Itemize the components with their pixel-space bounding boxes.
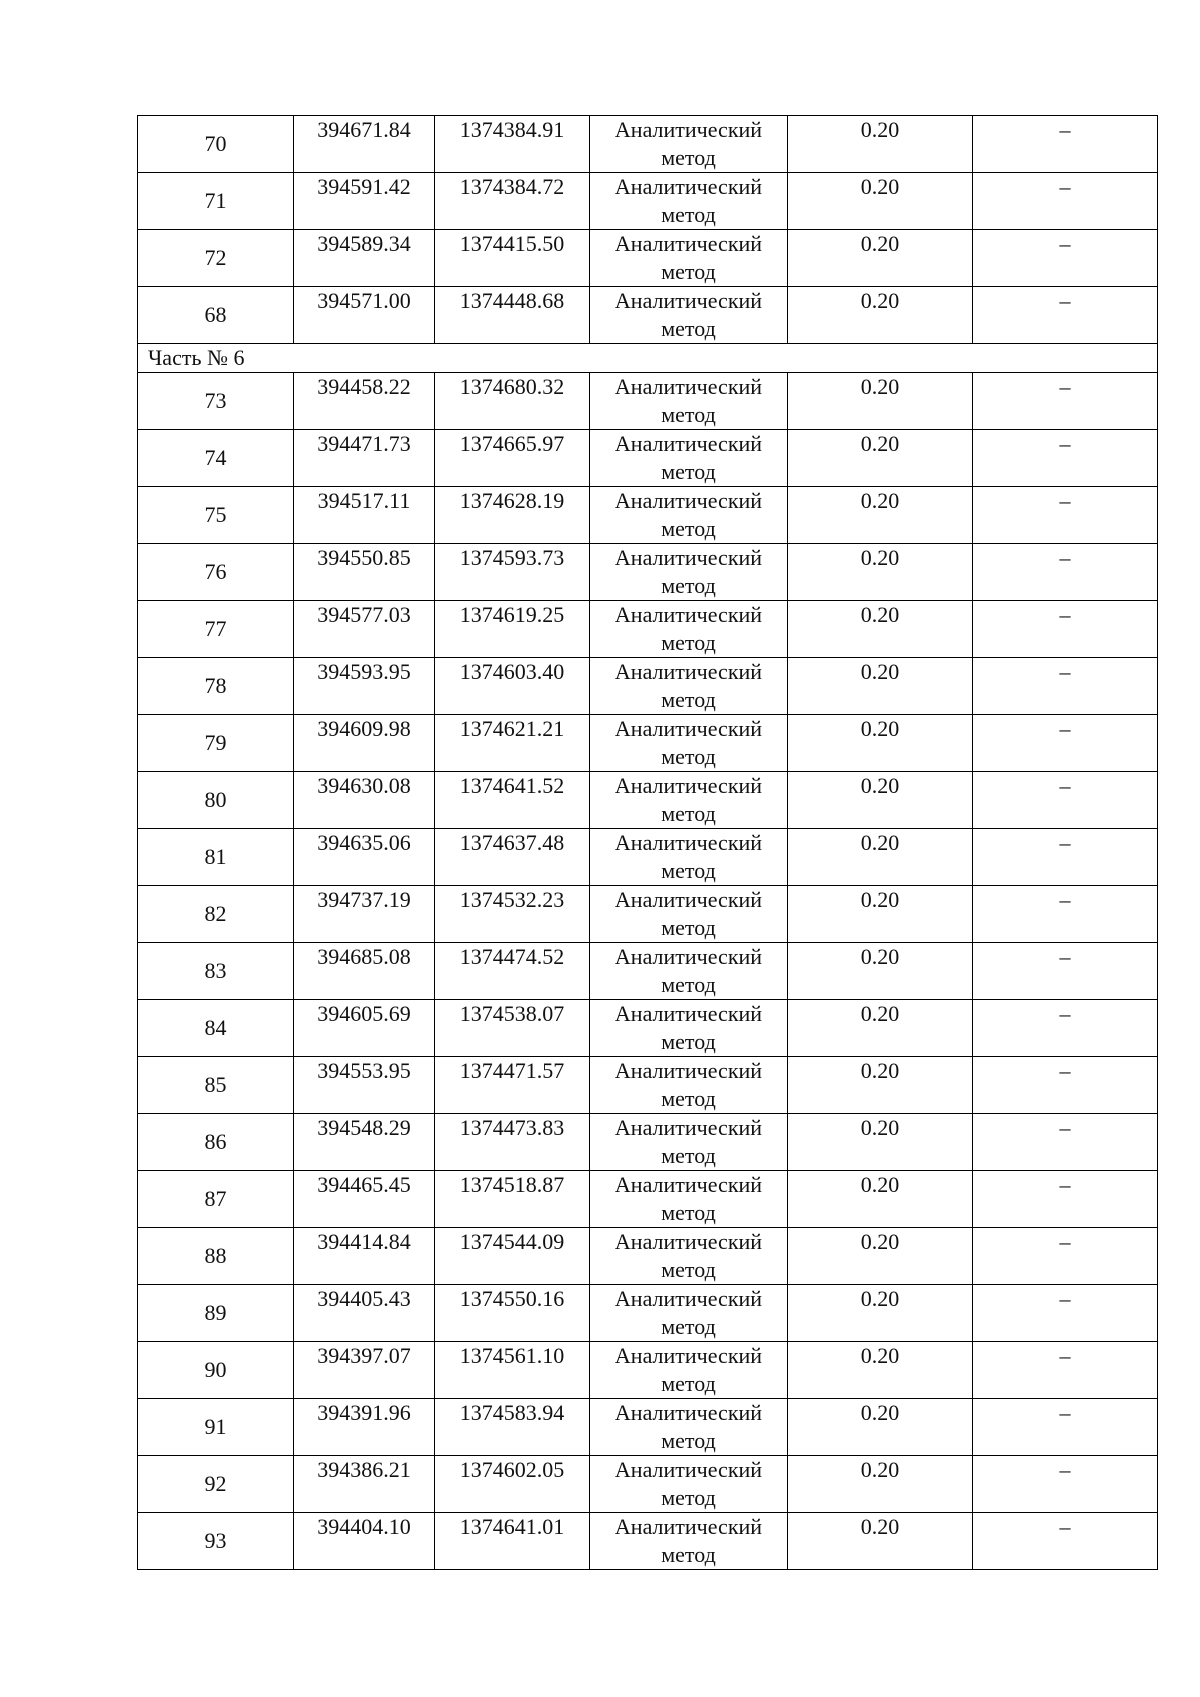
method-line-2: метод bbox=[661, 687, 716, 712]
method-line-2: метод bbox=[661, 145, 716, 170]
method-line-1: Аналитический bbox=[614, 545, 763, 570]
method-line-2: метод bbox=[661, 316, 716, 341]
x-coordinate-cell: 394571.00 bbox=[294, 287, 435, 344]
table-row bbox=[138, 1513, 1158, 1570]
accuracy-cell: 0.20 bbox=[788, 230, 973, 287]
accuracy-cell: 0.20 bbox=[788, 886, 973, 943]
table-row bbox=[138, 430, 1158, 487]
method-line-2: метод bbox=[661, 459, 716, 484]
method-line-1: Аналитический bbox=[614, 288, 763, 313]
y-coordinate-cell: 1374415.50 bbox=[435, 230, 590, 287]
table-row bbox=[138, 601, 1158, 658]
accuracy-cell: 0.20 bbox=[788, 1285, 973, 1342]
method-cell bbox=[590, 1513, 788, 1570]
y-coordinate-cell: 1374583.94 bbox=[435, 1399, 590, 1456]
y-coordinate-cell: 1374538.07 bbox=[435, 1000, 590, 1057]
description-cell: – bbox=[973, 173, 1158, 230]
method-line-1: Аналитический bbox=[614, 117, 763, 142]
table-row bbox=[138, 772, 1158, 829]
point-number-cell: 85 bbox=[138, 1057, 294, 1114]
section-title: Часть № 6 bbox=[138, 344, 1158, 373]
accuracy-cell: 0.20 bbox=[788, 601, 973, 658]
description-cell: – bbox=[973, 715, 1158, 772]
table-row bbox=[138, 1057, 1158, 1114]
x-coordinate-cell: 394593.95 bbox=[294, 658, 435, 715]
description-cell: – bbox=[973, 430, 1158, 487]
description-cell: – bbox=[973, 1285, 1158, 1342]
point-number-cell: 75 bbox=[138, 487, 294, 544]
accuracy-cell: 0.20 bbox=[788, 1342, 973, 1399]
method-cell bbox=[590, 373, 788, 430]
method-cell bbox=[590, 1456, 788, 1513]
method-cell bbox=[590, 886, 788, 943]
table-row bbox=[138, 287, 1158, 344]
description-cell: – bbox=[973, 487, 1158, 544]
accuracy-cell: 0.20 bbox=[788, 487, 973, 544]
method-cell bbox=[590, 1000, 788, 1057]
table-row bbox=[138, 943, 1158, 1000]
method-line-2: метод bbox=[661, 1314, 716, 1339]
point-number-cell: 77 bbox=[138, 601, 294, 658]
description-cell: – bbox=[973, 1342, 1158, 1399]
method-cell bbox=[590, 829, 788, 886]
method-cell bbox=[590, 1114, 788, 1171]
description-cell: – bbox=[973, 601, 1158, 658]
method-line-1: Аналитический bbox=[614, 174, 763, 199]
description-cell: – bbox=[973, 886, 1158, 943]
x-coordinate-cell: 394404.10 bbox=[294, 1513, 435, 1570]
x-coordinate-cell: 394671.84 bbox=[294, 116, 435, 173]
table-row bbox=[138, 1285, 1158, 1342]
method-line-1: Аналитический bbox=[614, 374, 763, 399]
method-line-2: метод bbox=[661, 1086, 716, 1111]
accuracy-cell: 0.20 bbox=[788, 772, 973, 829]
x-coordinate-cell: 394737.19 bbox=[294, 886, 435, 943]
point-number-cell: 92 bbox=[138, 1456, 294, 1513]
method-line-1: Аналитический bbox=[614, 231, 763, 256]
method-line-2: метод bbox=[661, 915, 716, 940]
x-coordinate-cell: 394630.08 bbox=[294, 772, 435, 829]
description-cell: – bbox=[973, 829, 1158, 886]
accuracy-cell: 0.20 bbox=[788, 544, 973, 601]
description-cell: – bbox=[973, 116, 1158, 173]
y-coordinate-cell: 1374603.40 bbox=[435, 658, 590, 715]
method-line-2: метод bbox=[661, 573, 716, 598]
table-row bbox=[138, 715, 1158, 772]
method-line-1: Аналитический bbox=[614, 1058, 763, 1083]
point-number-cell: 70 bbox=[138, 116, 294, 173]
point-number-cell: 82 bbox=[138, 886, 294, 943]
y-coordinate-cell: 1374473.83 bbox=[435, 1114, 590, 1171]
method-line-1: Аналитический bbox=[614, 1286, 763, 1311]
point-number-cell: 68 bbox=[138, 287, 294, 344]
method-line-1: Аналитический bbox=[614, 488, 763, 513]
y-coordinate-cell: 1374518.87 bbox=[435, 1171, 590, 1228]
x-coordinate-cell: 394548.29 bbox=[294, 1114, 435, 1171]
point-number-cell: 86 bbox=[138, 1114, 294, 1171]
point-number-cell: 84 bbox=[138, 1000, 294, 1057]
method-cell bbox=[590, 430, 788, 487]
method-line-2: метод bbox=[661, 1428, 716, 1453]
y-coordinate-cell: 1374641.01 bbox=[435, 1513, 590, 1570]
method-cell bbox=[590, 1057, 788, 1114]
y-coordinate-cell: 1374474.52 bbox=[435, 943, 590, 1000]
accuracy-cell: 0.20 bbox=[788, 1057, 973, 1114]
method-line-2: метод bbox=[661, 1029, 716, 1054]
method-line-1: Аналитический bbox=[614, 944, 763, 969]
y-coordinate-cell: 1374680.32 bbox=[435, 373, 590, 430]
point-number-cell: 78 bbox=[138, 658, 294, 715]
method-cell bbox=[590, 1342, 788, 1399]
accuracy-cell: 0.20 bbox=[788, 1399, 973, 1456]
point-number-cell: 83 bbox=[138, 943, 294, 1000]
method-cell bbox=[590, 601, 788, 658]
table-row bbox=[138, 373, 1158, 430]
description-cell: – bbox=[973, 1171, 1158, 1228]
method-cell bbox=[590, 943, 788, 1000]
x-coordinate-cell: 394517.11 bbox=[294, 487, 435, 544]
point-number-cell: 72 bbox=[138, 230, 294, 287]
x-coordinate-cell: 394458.22 bbox=[294, 373, 435, 430]
method-cell bbox=[590, 230, 788, 287]
y-coordinate-cell: 1374550.16 bbox=[435, 1285, 590, 1342]
method-line-1: Аналитический bbox=[614, 1400, 763, 1425]
table-row bbox=[138, 487, 1158, 544]
description-cell: – bbox=[973, 1057, 1158, 1114]
table-row bbox=[138, 1000, 1158, 1057]
y-coordinate-cell: 1374602.05 bbox=[435, 1456, 590, 1513]
method-line-1: Аналитический bbox=[614, 1001, 763, 1026]
description-cell: – bbox=[973, 1114, 1158, 1171]
method-cell bbox=[590, 658, 788, 715]
point-number-cell: 73 bbox=[138, 373, 294, 430]
method-cell bbox=[590, 116, 788, 173]
x-coordinate-cell: 394405.43 bbox=[294, 1285, 435, 1342]
table-row bbox=[138, 1114, 1158, 1171]
accuracy-cell: 0.20 bbox=[788, 1456, 973, 1513]
method-cell bbox=[590, 772, 788, 829]
method-cell bbox=[590, 544, 788, 601]
method-line-1: Аналитический bbox=[614, 830, 763, 855]
method-cell bbox=[590, 1399, 788, 1456]
table-row bbox=[138, 1171, 1158, 1228]
method-cell bbox=[590, 1285, 788, 1342]
coordinates-table bbox=[137, 115, 1158, 1570]
table-row bbox=[138, 116, 1158, 173]
method-cell bbox=[590, 1228, 788, 1285]
accuracy-cell: 0.20 bbox=[788, 1513, 973, 1570]
x-coordinate-cell: 394414.84 bbox=[294, 1228, 435, 1285]
method-line-1: Аналитический bbox=[614, 1514, 763, 1539]
x-coordinate-cell: 394609.98 bbox=[294, 715, 435, 772]
accuracy-cell: 0.20 bbox=[788, 1228, 973, 1285]
point-number-cell: 93 bbox=[138, 1513, 294, 1570]
method-line-2: метод bbox=[661, 402, 716, 427]
accuracy-cell: 0.20 bbox=[788, 658, 973, 715]
accuracy-cell: 0.20 bbox=[788, 1171, 973, 1228]
description-cell: – bbox=[973, 544, 1158, 601]
method-line-2: метод bbox=[661, 202, 716, 227]
x-coordinate-cell: 394391.96 bbox=[294, 1399, 435, 1456]
point-number-cell: 89 bbox=[138, 1285, 294, 1342]
table-row bbox=[138, 230, 1158, 287]
table-row bbox=[138, 658, 1158, 715]
description-cell: – bbox=[973, 287, 1158, 344]
method-cell bbox=[590, 487, 788, 544]
y-coordinate-cell: 1374561.10 bbox=[435, 1342, 590, 1399]
x-coordinate-cell: 394605.69 bbox=[294, 1000, 435, 1057]
x-coordinate-cell: 394465.45 bbox=[294, 1171, 435, 1228]
y-coordinate-cell: 1374628.19 bbox=[435, 487, 590, 544]
point-number-cell: 81 bbox=[138, 829, 294, 886]
table-row bbox=[138, 1456, 1158, 1513]
accuracy-cell: 0.20 bbox=[788, 430, 973, 487]
table-row bbox=[138, 1228, 1158, 1285]
y-coordinate-cell: 1374619.25 bbox=[435, 601, 590, 658]
x-coordinate-cell: 394685.08 bbox=[294, 943, 435, 1000]
x-coordinate-cell: 394471.73 bbox=[294, 430, 435, 487]
y-coordinate-cell: 1374665.97 bbox=[435, 430, 590, 487]
description-cell: – bbox=[973, 772, 1158, 829]
method-cell bbox=[590, 287, 788, 344]
method-line-1: Аналитический bbox=[614, 1172, 763, 1197]
method-line-2: метод bbox=[661, 744, 716, 769]
method-line-1: Аналитический bbox=[614, 602, 763, 627]
description-cell: – bbox=[973, 230, 1158, 287]
point-number-cell: 87 bbox=[138, 1171, 294, 1228]
point-number-cell: 80 bbox=[138, 772, 294, 829]
x-coordinate-cell: 394635.06 bbox=[294, 829, 435, 886]
method-line-2: метод bbox=[661, 259, 716, 284]
description-cell: – bbox=[973, 1228, 1158, 1285]
description-cell: – bbox=[973, 1513, 1158, 1570]
x-coordinate-cell: 394550.85 bbox=[294, 544, 435, 601]
method-line-2: метод bbox=[661, 801, 716, 826]
method-line-1: Аналитический bbox=[614, 1229, 763, 1254]
method-line-2: метод bbox=[661, 1200, 716, 1225]
method-line-1: Аналитический bbox=[614, 773, 763, 798]
method-line-1: Аналитический bbox=[614, 1457, 763, 1482]
accuracy-cell: 0.20 bbox=[788, 287, 973, 344]
method-line-2: метод bbox=[661, 630, 716, 655]
description-cell: – bbox=[973, 1456, 1158, 1513]
description-cell: – bbox=[973, 658, 1158, 715]
point-number-cell: 71 bbox=[138, 173, 294, 230]
y-coordinate-cell: 1374384.72 bbox=[435, 173, 590, 230]
method-cell bbox=[590, 1171, 788, 1228]
accuracy-cell: 0.20 bbox=[788, 373, 973, 430]
point-number-cell: 91 bbox=[138, 1399, 294, 1456]
accuracy-cell: 0.20 bbox=[788, 1000, 973, 1057]
description-cell: – bbox=[973, 943, 1158, 1000]
point-number-cell: 74 bbox=[138, 430, 294, 487]
table-row bbox=[138, 829, 1158, 886]
method-line-2: метод bbox=[661, 972, 716, 997]
table-row bbox=[138, 173, 1158, 230]
method-line-2: метод bbox=[661, 1371, 716, 1396]
x-coordinate-cell: 394591.42 bbox=[294, 173, 435, 230]
y-coordinate-cell: 1374532.23 bbox=[435, 886, 590, 943]
method-line-1: Аналитический bbox=[614, 716, 763, 741]
accuracy-cell: 0.20 bbox=[788, 173, 973, 230]
point-number-cell: 79 bbox=[138, 715, 294, 772]
y-coordinate-cell: 1374471.57 bbox=[435, 1057, 590, 1114]
method-cell bbox=[590, 173, 788, 230]
x-coordinate-cell: 394553.95 bbox=[294, 1057, 435, 1114]
table-row bbox=[138, 886, 1158, 943]
y-coordinate-cell: 1374544.09 bbox=[435, 1228, 590, 1285]
method-line-1: Аналитический bbox=[614, 1115, 763, 1140]
description-cell: – bbox=[973, 1399, 1158, 1456]
x-coordinate-cell: 394397.07 bbox=[294, 1342, 435, 1399]
table-row bbox=[138, 1399, 1158, 1456]
accuracy-cell: 0.20 bbox=[788, 116, 973, 173]
method-line-2: метод bbox=[661, 1143, 716, 1168]
accuracy-cell: 0.20 bbox=[788, 943, 973, 1000]
table-row bbox=[138, 1342, 1158, 1399]
y-coordinate-cell: 1374641.52 bbox=[435, 772, 590, 829]
y-coordinate-cell: 1374593.73 bbox=[435, 544, 590, 601]
y-coordinate-cell: 1374384.91 bbox=[435, 116, 590, 173]
method-line-1: Аналитический bbox=[614, 887, 763, 912]
method-line-2: метод bbox=[661, 516, 716, 541]
description-cell: – bbox=[973, 373, 1158, 430]
y-coordinate-cell: 1374637.48 bbox=[435, 829, 590, 886]
method-line-1: Аналитический bbox=[614, 431, 763, 456]
method-line-2: метод bbox=[661, 1542, 716, 1567]
method-line-1: Аналитический bbox=[614, 1343, 763, 1368]
point-number-cell: 90 bbox=[138, 1342, 294, 1399]
section-header-row bbox=[138, 344, 1158, 373]
method-line-1: Аналитический bbox=[614, 659, 763, 684]
point-number-cell: 76 bbox=[138, 544, 294, 601]
table-row bbox=[138, 544, 1158, 601]
method-line-2: метод bbox=[661, 858, 716, 883]
accuracy-cell: 0.20 bbox=[788, 1114, 973, 1171]
point-number-cell: 88 bbox=[138, 1228, 294, 1285]
y-coordinate-cell: 1374621.21 bbox=[435, 715, 590, 772]
x-coordinate-cell: 394589.34 bbox=[294, 230, 435, 287]
description-cell: – bbox=[973, 1000, 1158, 1057]
x-coordinate-cell: 394386.21 bbox=[294, 1456, 435, 1513]
x-coordinate-cell: 394577.03 bbox=[294, 601, 435, 658]
y-coordinate-cell: 1374448.68 bbox=[435, 287, 590, 344]
method-cell bbox=[590, 715, 788, 772]
method-line-2: метод bbox=[661, 1257, 716, 1282]
accuracy-cell: 0.20 bbox=[788, 715, 973, 772]
method-line-2: метод bbox=[661, 1485, 716, 1510]
accuracy-cell: 0.20 bbox=[788, 829, 973, 886]
